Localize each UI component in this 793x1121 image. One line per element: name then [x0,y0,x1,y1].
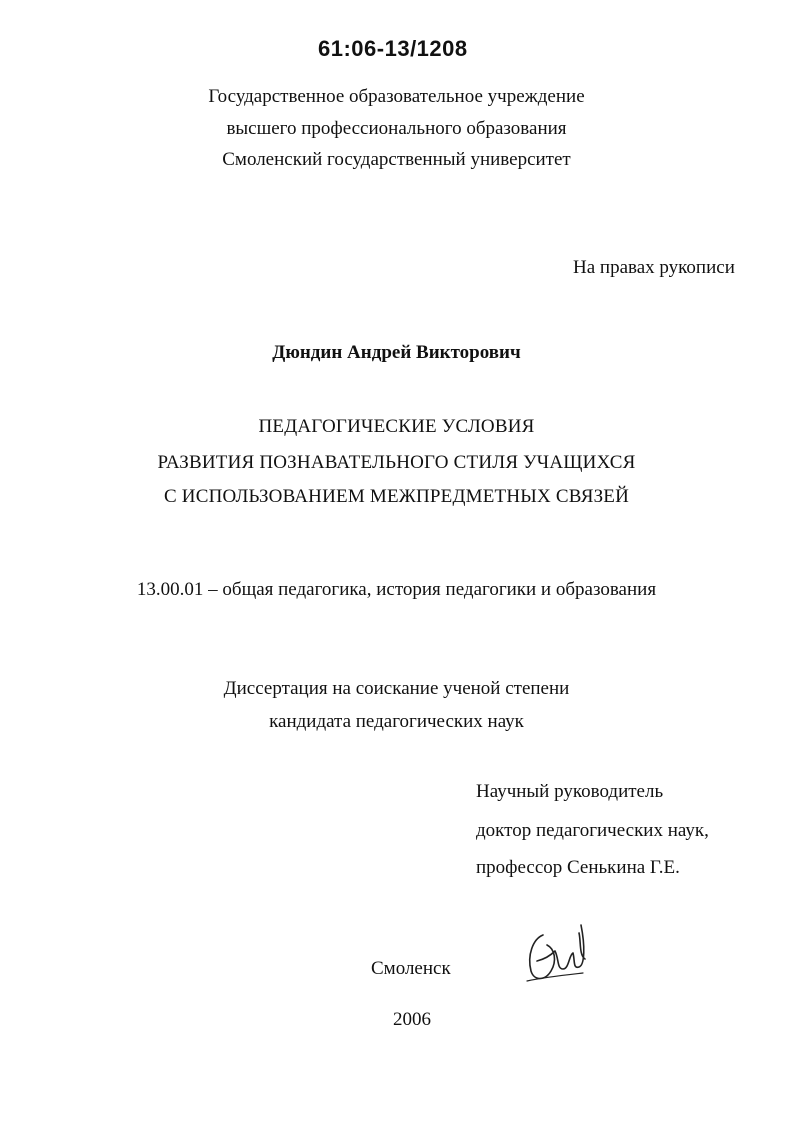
year: 2006 [393,1009,431,1030]
title-line-3: С ИСПОЛЬЗОВАНИЕМ МЕЖПРЕДМЕТНЫХ СВЯЗЕЙ [163,486,630,507]
city: Смоленск [371,958,451,979]
dissertation-line-1: Диссертация на соискание ученой степени [223,678,570,699]
institution-line-1: Государственное образовательное учреждение [208,86,585,107]
title-line-2: РАЗВИТИЯ ПОЗНАВАТЕЛЬНОГО СТИЛЯ УЧАЩИХСЯ [157,452,636,473]
specialty-code: 13.00.01 – общая педагогика, история педагогики и образования [136,579,657,600]
handwritten-signature [515,915,595,995]
title-line-1: ПЕДАГОГИЧЕСКИЕ УСЛОВИЯ [258,416,535,437]
rights-note: На правах рукописи [573,257,735,278]
archive-number: 61:06-13/1208 [318,36,468,61]
supervisor-heading: Научный руководитель [476,781,664,802]
supervisor-degree: доктор педагогических наук, [476,820,709,841]
institution-line-3: Смоленский государственный университет [222,149,571,170]
supervisor-name: профессор Сенькина Г.Е. [476,857,680,878]
institution-line-2: высшего профессионального образования [226,118,567,139]
dissertation-line-2: кандидата педагогических наук [269,711,524,732]
author-name: Дюндин Андрей Викторович [272,342,521,363]
